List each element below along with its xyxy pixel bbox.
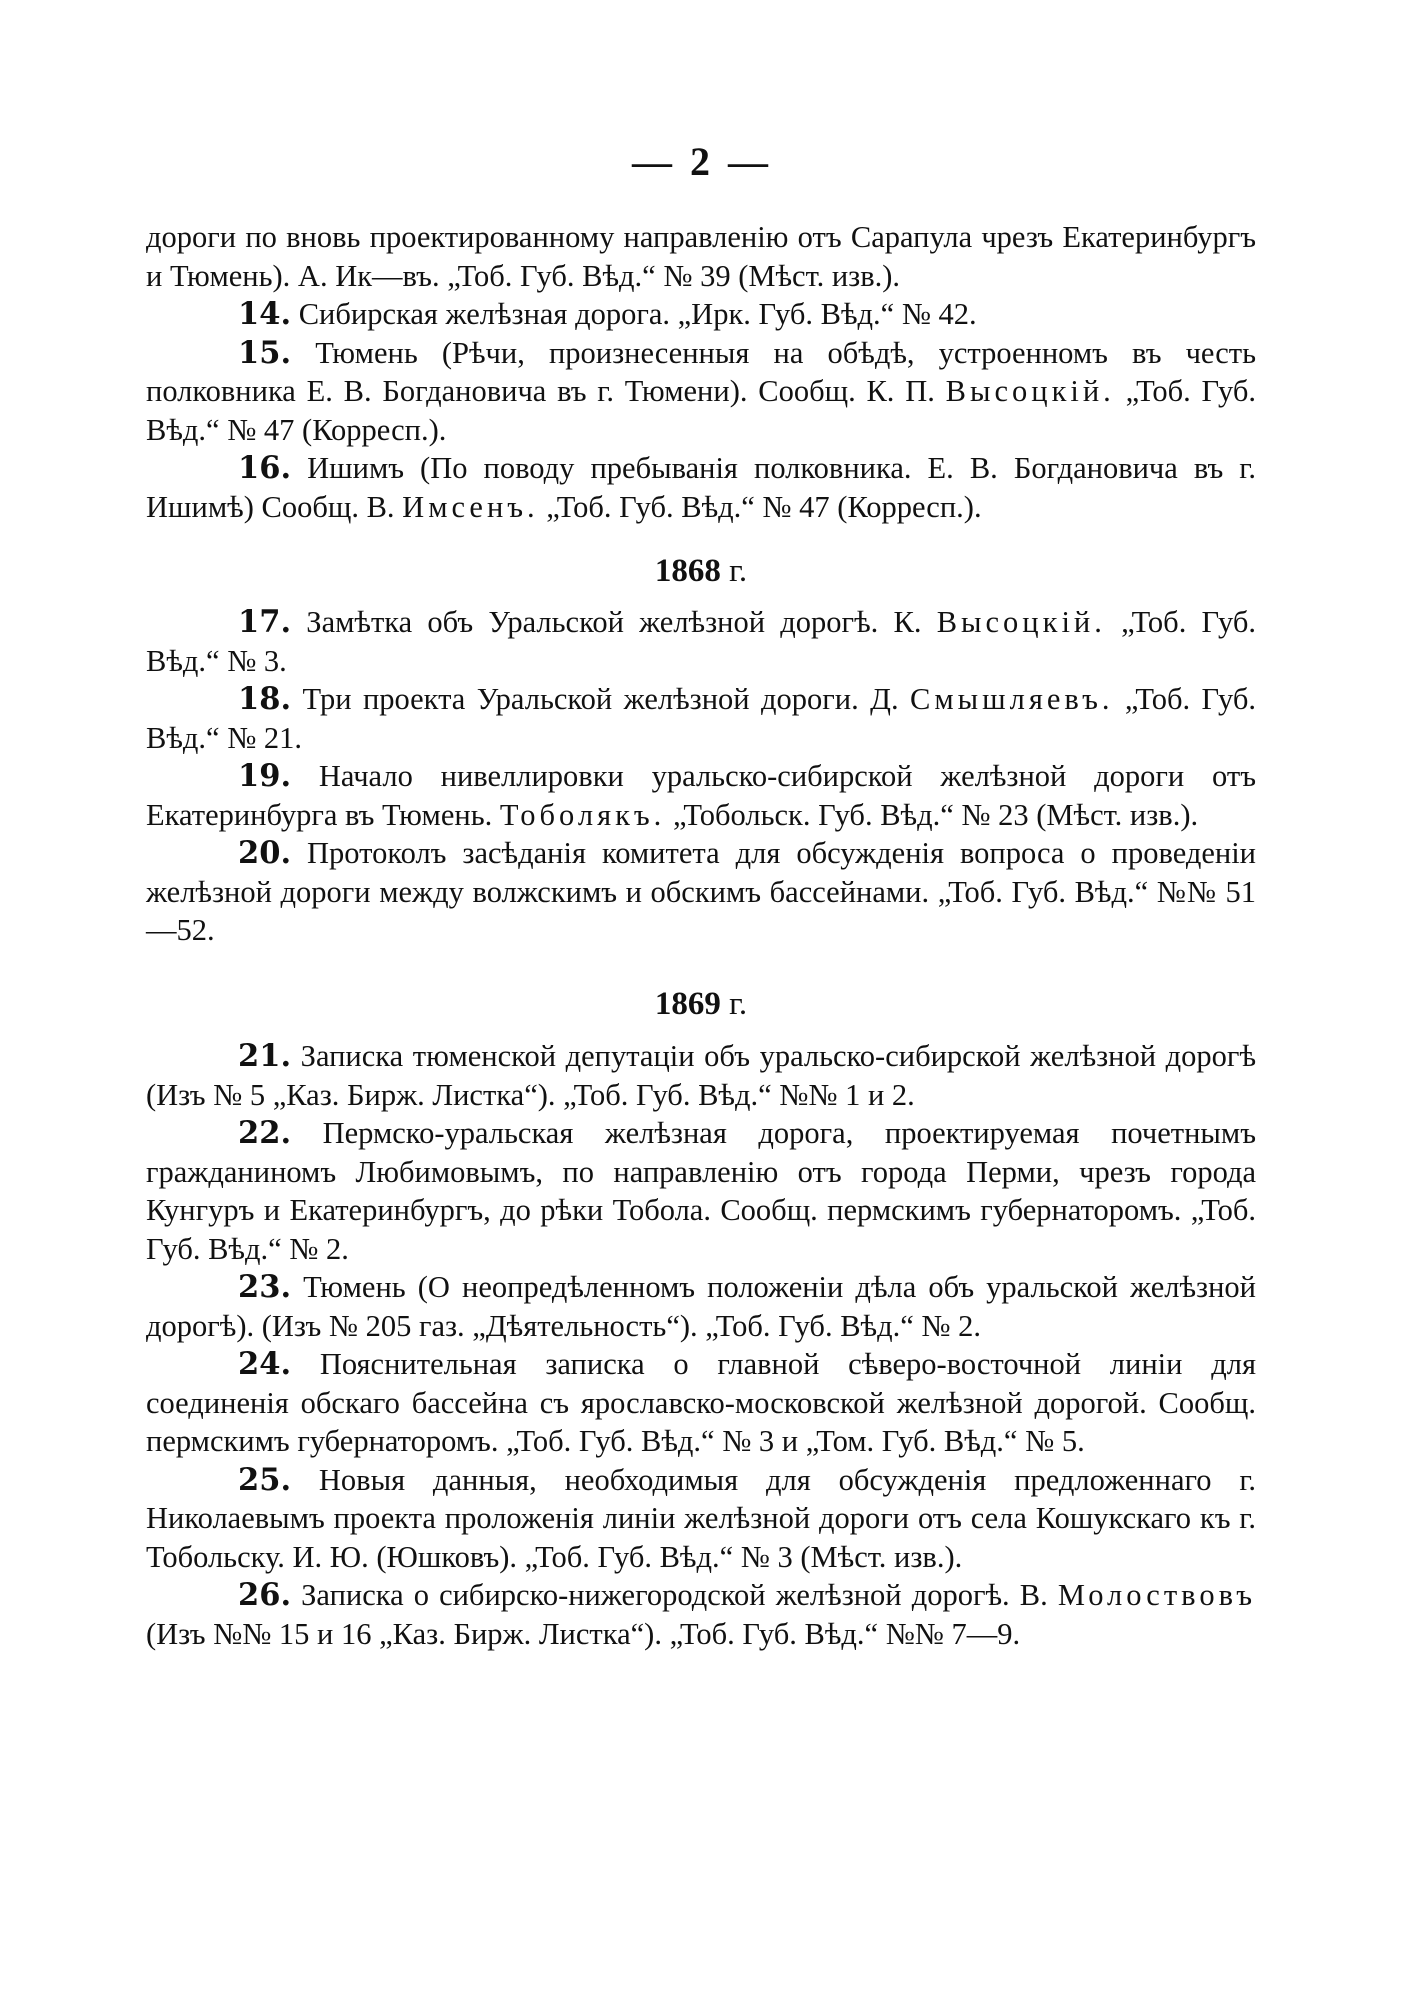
entry-26 bbox=[146, 1576, 1256, 1653]
year-heading-1868 bbox=[146, 552, 1256, 591]
entry-16 bbox=[146, 449, 1256, 526]
page-number: — 2 — bbox=[632, 139, 772, 184]
entry-source: „Тоб. Губ. Вѣд.“ № 3. bbox=[146, 605, 1257, 678]
entry-number: 25. bbox=[238, 1461, 292, 1498]
year-heading-1869 bbox=[146, 985, 1256, 1024]
entry-14 bbox=[146, 295, 1256, 334]
year-suffix: г. bbox=[729, 986, 748, 1022]
entry-number: 20. bbox=[238, 835, 292, 871]
entry-source: „Тоб. Губ. Вѣд.“ № 21. bbox=[146, 682, 1256, 755]
entry-text: Протоколъ засѣданія комитета для обсужденія вопроса о проведеніи желѣзной дороги между волжскимъ и обскимъ бассейнами. „Тоб. Губ. Вѣд.“ №№ 51—52. bbox=[146, 836, 1256, 947]
year-heading-1868-wrap bbox=[146, 552, 1256, 591]
entry-author: Имсенъ. bbox=[402, 489, 539, 524]
year-value: 1868 bbox=[654, 553, 721, 589]
entry-text: Записка тюменской депутаціи объ уральско-сибирской желѣзной дорогѣ (Изъ № 5 „Каз. Бирж. Листка“). „Тоб. Губ. Вѣд.“ №№ 1 и 2. bbox=[146, 1039, 1257, 1112]
entry-text: Сибирская желѣзная дорога. „Ирк. Губ. Вѣд.“ № 42. bbox=[298, 297, 977, 331]
entry-18 bbox=[146, 680, 1256, 757]
entry-20 bbox=[146, 834, 1256, 950]
entry-text: Ишимъ (По поводу пребыванія полковника. Е. В. Богдановича въ г. Ишимѣ) Сообщ. В. bbox=[146, 451, 1257, 524]
entries-block-1868 bbox=[146, 603, 1256, 950]
entry-author: Смышляевъ. bbox=[910, 682, 1114, 716]
entry-text: Три проекта Уральской желѣзной дороги. Д. bbox=[302, 682, 899, 716]
entry-25 bbox=[146, 1461, 1256, 1577]
entry-author: Тоболякъ. bbox=[499, 797, 666, 832]
entry-15 bbox=[146, 334, 1256, 450]
entry-author: Высоцкій. bbox=[936, 605, 1106, 639]
entry-text: Новыя данныя, необходимыя для обсужденія предложеннаго г. Николаевымъ проекта проложенія линіи желѣзной дороги отъ села Кошукскаго къ г. Тобольску. И. Ю. (Юшковъ). „Тоб. Губ. Вѣд.“ № 3 (Мѣст. изв.). bbox=[146, 1462, 1257, 1574]
entry-number: 21. bbox=[238, 1038, 292, 1074]
entries-block-1867 bbox=[146, 218, 1256, 526]
entry-author: Молоствовъ bbox=[1057, 1578, 1257, 1612]
entry-number: 18. bbox=[238, 681, 292, 717]
entry-22 bbox=[146, 1114, 1256, 1268]
entry-text: Записка о сибирско-нижегородской желѣзной дорогѣ. В. bbox=[301, 1578, 1048, 1612]
entry-17 bbox=[146, 603, 1256, 680]
entry-number: 19. bbox=[238, 758, 292, 794]
year-value: 1869 bbox=[654, 986, 721, 1022]
entries-block-1869 bbox=[146, 1037, 1256, 1653]
entry-21 bbox=[146, 1037, 1256, 1114]
entry-source: „Тоб. Губ. Вѣд.“ № 47 (Корресп.). bbox=[546, 489, 982, 524]
entry-19 bbox=[146, 757, 1256, 834]
entry-source: (Изъ №№ 15 и 16 „Каз. Бирж. Листка“). „Тоб. Губ. Вѣд.“ №№ 7—9. bbox=[146, 1616, 1021, 1651]
continuation-paragraph: дороги по вновь проектированному направленію отъ Сарапула чрезъ Екатеринбургъ и Тюмень). А. Ик—въ. „Тоб. Губ. Вѣд.“ № 39 (Мѣст. изв.). bbox=[146, 220, 1256, 293]
entry-author: Высоцкій. bbox=[945, 374, 1115, 408]
entry-number: 17. bbox=[238, 604, 292, 640]
entry-24 bbox=[146, 1345, 1256, 1461]
entry-text: Начало нивеллировки уральско-сибирской желѣзной дороги отъ Екатеринбурга въ Тюмень. bbox=[146, 759, 1257, 832]
entry-text: Пояснительная записка о главной сѣверо-восточной линіи для соединенія обскаго бассейна съ ярославско-московской желѣзной дорогой. Сообщ. пермскимъ губернаторомъ. „Тоб. Губ. Вѣд.“ № 3 и „Том. Губ. Вѣд.“ № 5. bbox=[146, 1347, 1256, 1458]
entry-number: 16. bbox=[238, 450, 292, 486]
entry-source: „Тоб. Губ. Вѣд.“ № 47 (Корресп.). bbox=[146, 374, 1257, 447]
entry-number: 14. bbox=[238, 296, 292, 332]
entry-23 bbox=[146, 1268, 1256, 1345]
entry-text: Тюмень (Рѣчи, произнесенныя на обѣдѣ, устроенномъ въ честь полковника Е. В. Богдановича въ г. Тюмени). Сообщ. К. П. bbox=[146, 335, 1256, 408]
entry-number: 26. bbox=[238, 1577, 292, 1613]
entry-text: Замѣтка объ Уральской желѣзной дорогѣ. К. bbox=[306, 605, 922, 639]
entry-number: 23. bbox=[238, 1269, 292, 1305]
entry-text: Тюмень (О неопредѣленномъ положеніи дѣла объ уральской желѣзной дорогѣ). (Изъ № 205 газ. „Дѣятельность“). „Тоб. Губ. Вѣд.“ № 2. bbox=[146, 1270, 1257, 1343]
entry-source: „Тобольск. Губ. Вѣд.“ № 23 (Мѣст. изв.). bbox=[672, 797, 1199, 832]
entry-number: 15. bbox=[238, 334, 292, 371]
entry-number: 22. bbox=[238, 1115, 292, 1151]
year-suffix: г. bbox=[729, 553, 748, 589]
year-heading-1869-wrap bbox=[146, 985, 1256, 1024]
entry-number: 24. bbox=[238, 1346, 292, 1382]
entry-text: Пермско-уральская желѣзная дорога, проектируемая почетнымъ гражданиномъ Любимовымъ, по направленію отъ города Перми, чрезъ города Кунгуръ и Екатеринбургъ, до рѣки Тобола. Сообщ. пермскимъ губернаторомъ. „Тоб. Губ. Вѣд.“ № 2. bbox=[146, 1116, 1256, 1266]
